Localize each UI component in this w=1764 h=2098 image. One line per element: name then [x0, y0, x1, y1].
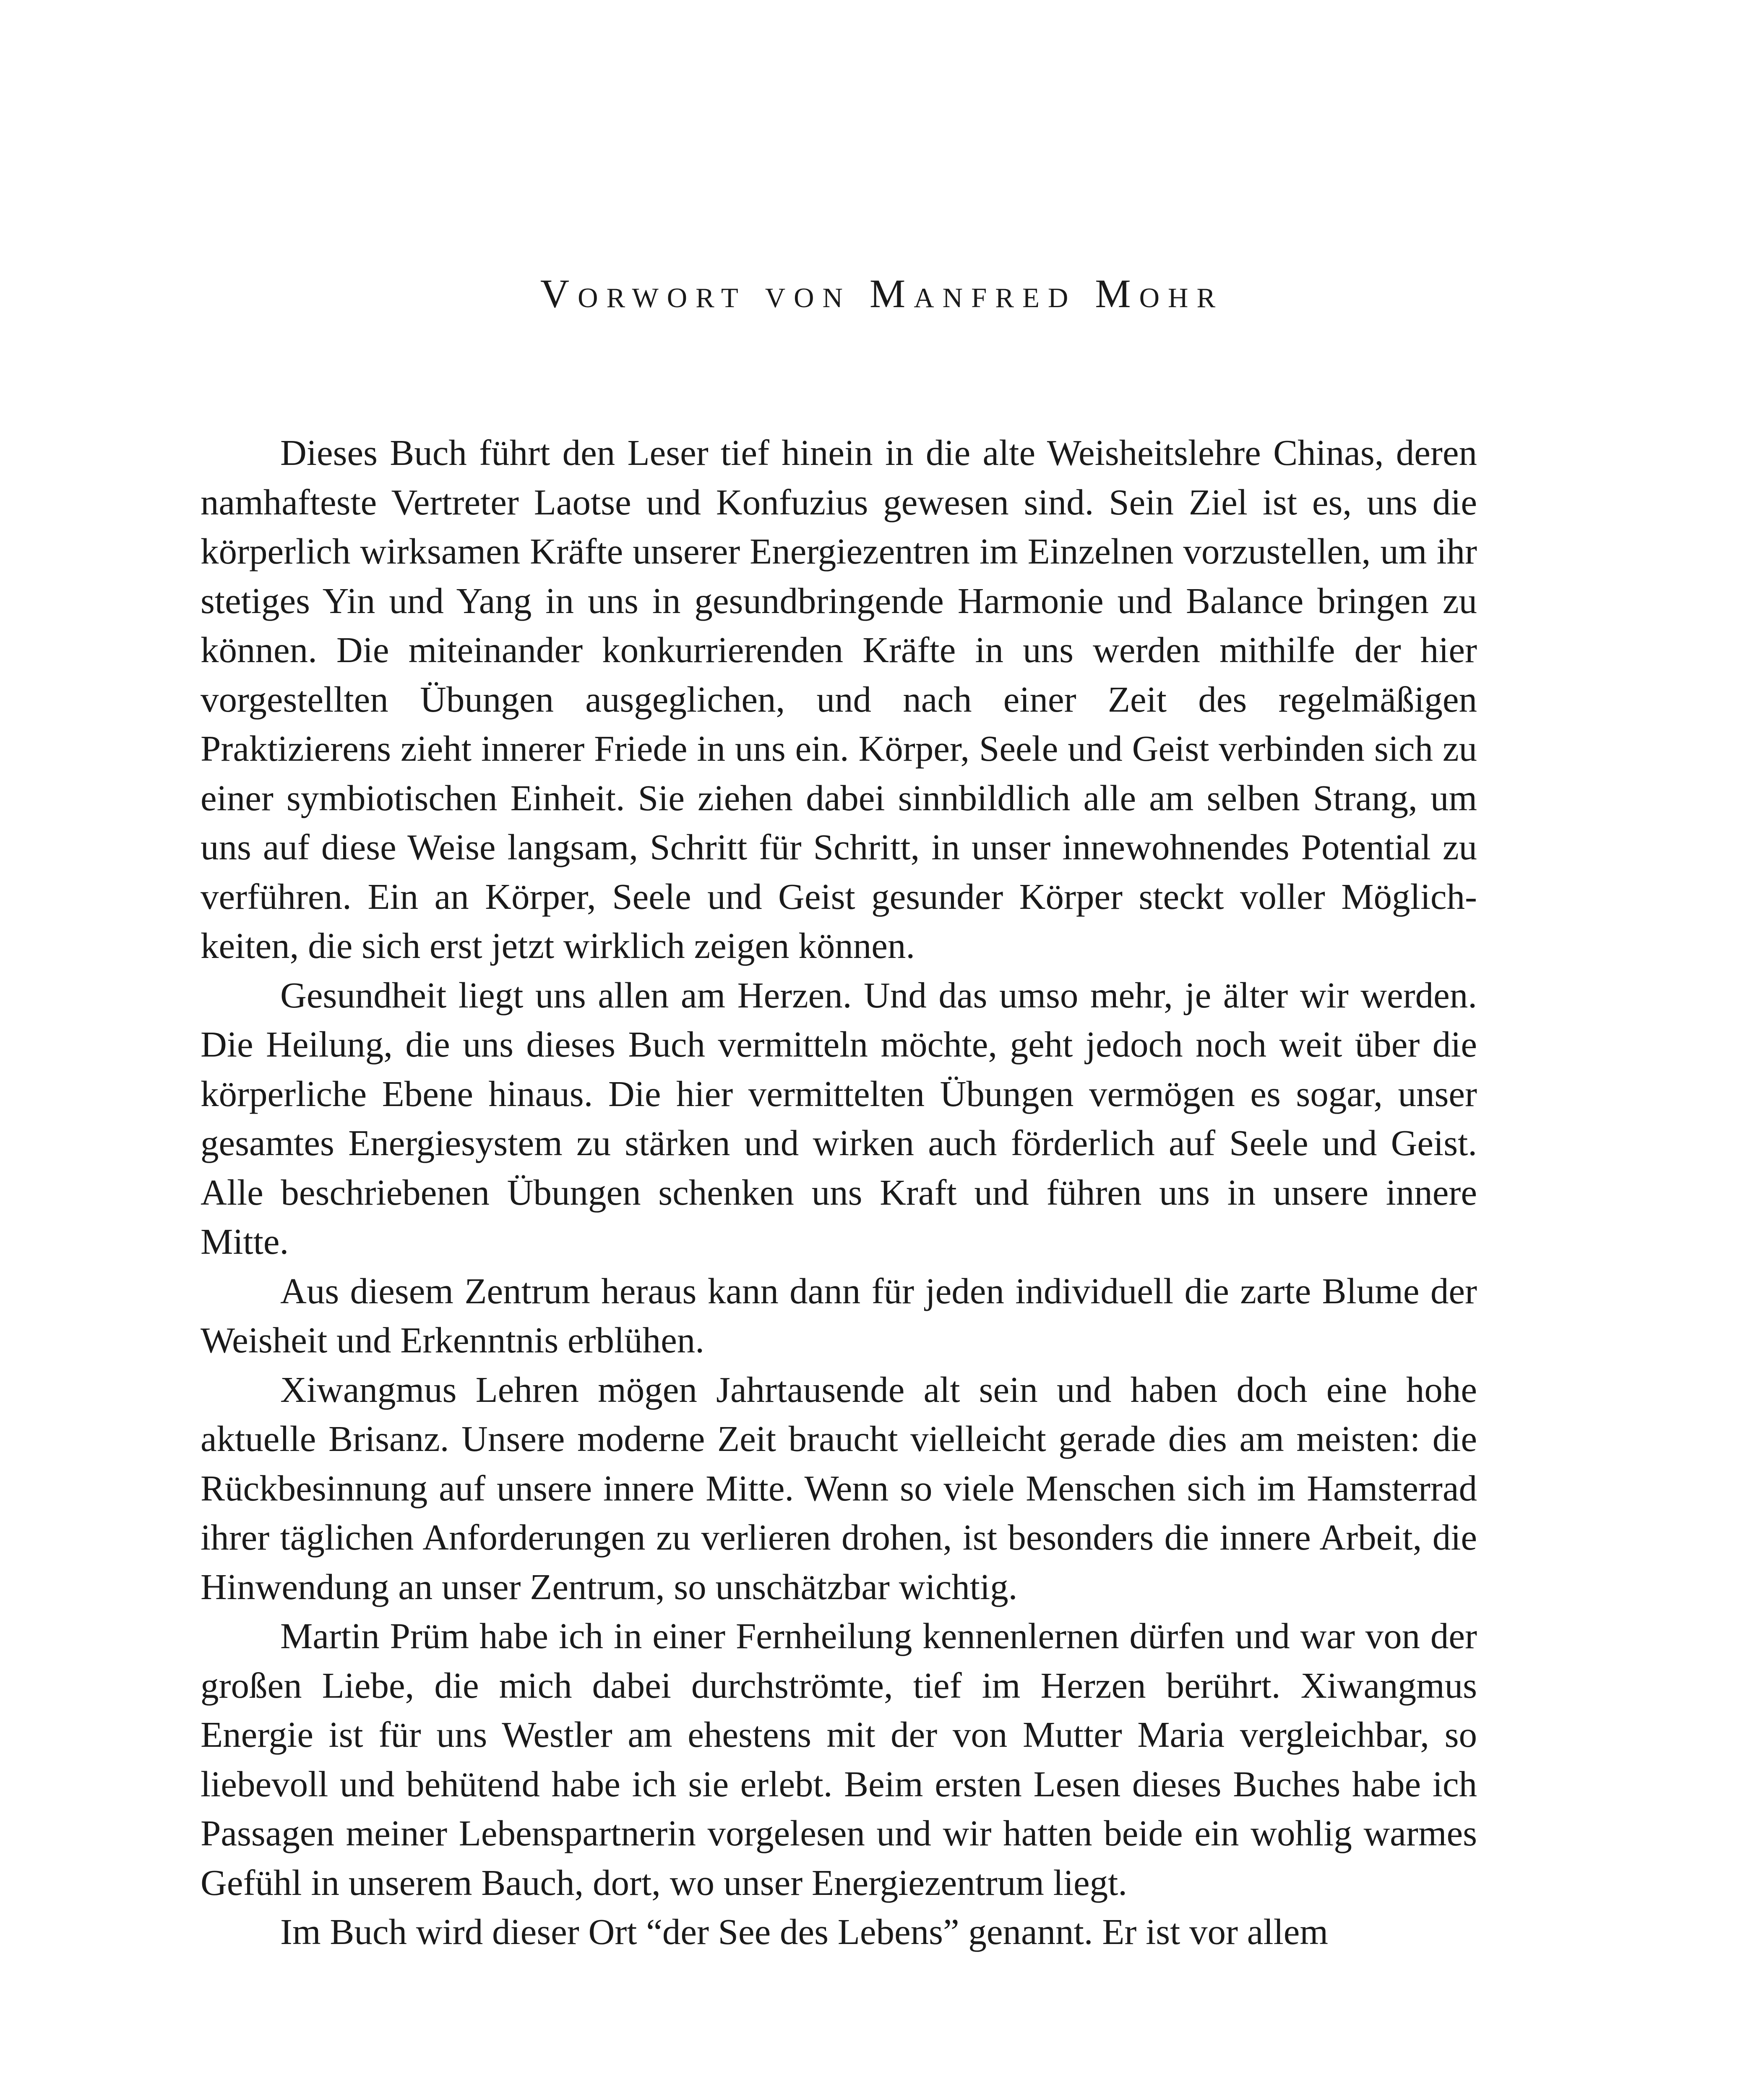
paragraph: Im Buch wird dieser Ort “der See des Lebens” genannt. Er ist vor allem — [280, 1911, 1329, 1952]
paragraph: Xiwangmus Lehren mögen Jahrtausende alt sein und haben doch eine hohe aktuelle Brisanz. Unsere moderne Zeit braucht vielleicht gerade dies am meisten: die Rückbesinnung auf unsere innere Mitte. Wenn so viele Menschen sich im Hamsterrad ihrer täglichen Anforderungen zu verlieren drohen, ist besonders die innere Arbeit, die Hinwendung an unser Zentrum, so unschätzbar wichtig. — [201, 1369, 1477, 1607]
paragraph: Martin Prüm habe ich in einer Fernheilung kennenlernen dürfen und war von der großen Liebe, die mich dabei durchströmte, tief im Herzen berührt. Xiwangmus Energie ist für uns Westler am ehestens mit der von Mutter Maria vergleichbar, so liebevoll und behütend habe ich sie erlebt. Beim ersten Lesen dieses Buches habe ich Passagen meiner Lebenspartnerin vorgelesen und wir hatten beide ein wohlig warmes Gefühl in unserem Bauch, dort, wo unser Energiezentrum liegt. — [201, 1615, 1477, 1903]
body-text — [201, 428, 1477, 1957]
chapter-heading: Vorwort von Manfred Mohr — [540, 271, 1224, 316]
paragraph: Gesundheit liegt uns allen am Herzen. Und das umso mehr, je älter wir werden. Die Heilung, die uns dieses Buch vermitteln möchte, geht jedoch noch weit über die körperliche Ebene hinaus. Die hier vermittelten Übungen vermögen es sogar, unser gesamtes Energiesystem zu stärken und wirken auch förderlich auf Seele und Geist. Alle beschriebenen Übungen schenken uns Kraft und führen uns in unsere innere Mitte. — [201, 974, 1477, 1262]
paragraph: Dieses Buch führt den Leser tief hinein in die alte Weisheitslehre Chinas, deren namhafteste Vertreter Laotse und Konfuzius gewesen sind. Sein Ziel ist es, uns die körperlich wirksamen Kräfte unserer Energiezentren im Einzelnen vorzustellen, um ihr stetiges Yin und Yang in uns in gesundbringende Harmonie und Balance bringen zu können. Die miteinander konkurrierenden Kräfte in uns werden mithilfe der hier vorgestellten Übungen ausgeglichen, und nach einer Zeit des regelmäßigen Praktizierens zieht innerer Friede in uns ein. Körper, Seele und Geist verbinden sich zu einer symbiotischen Einheit. Sie ziehen dabei sinnbildlich alle am selben Strang, um uns auf diese Weise langsam, Schritt für Schritt, in unser innewohnendes Potential zu verführen. Ein an Körper, Seele und Geist gesunder Körper steckt voller Möglichkeiten, die sich erst jetzt wirklich zeigen können. — [201, 432, 1477, 966]
paragraph: Aus diesem Zentrum heraus kann dann für jeden individuell die zarte Blume der Weisheit und Erkenntnis erblühen. — [201, 1270, 1477, 1360]
